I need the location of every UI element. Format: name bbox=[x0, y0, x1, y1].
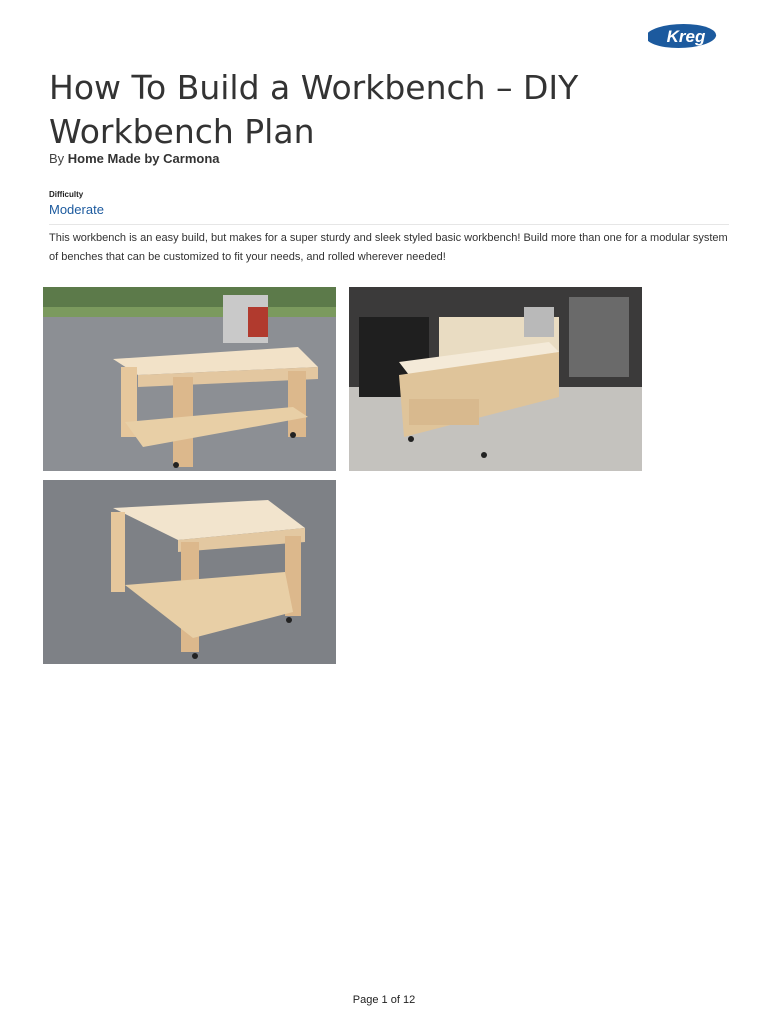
byline bbox=[49, 151, 220, 166]
difficulty-label: Difficulty bbox=[49, 190, 84, 199]
kreg-logo bbox=[648, 22, 720, 50]
byline-prefix: By bbox=[49, 151, 65, 166]
page-number: Page 1 of 12 bbox=[352, 994, 416, 1006]
workbench-photo-3[interactable] bbox=[43, 480, 336, 664]
section-divider bbox=[49, 224, 729, 225]
workbench-photo-2[interactable] bbox=[349, 287, 642, 471]
difficulty-value[interactable]: Moderate bbox=[49, 202, 104, 217]
workbench-photo-1[interactable] bbox=[43, 287, 336, 471]
author-name[interactable]: Home Made by Carmona bbox=[67, 151, 220, 166]
project-description: This workbench is an easy build, but makes for a super sturdy and sleek styled basic workbench! Build more than one for a modular system of benches that can be customized to fit your needs, and rolled wherever needed! bbox=[49, 232, 728, 263]
page-title: How To Build a Workbench – DIY Workbench Plan bbox=[49, 68, 579, 151]
svg-text:Kreg: Kreg bbox=[666, 27, 706, 46]
